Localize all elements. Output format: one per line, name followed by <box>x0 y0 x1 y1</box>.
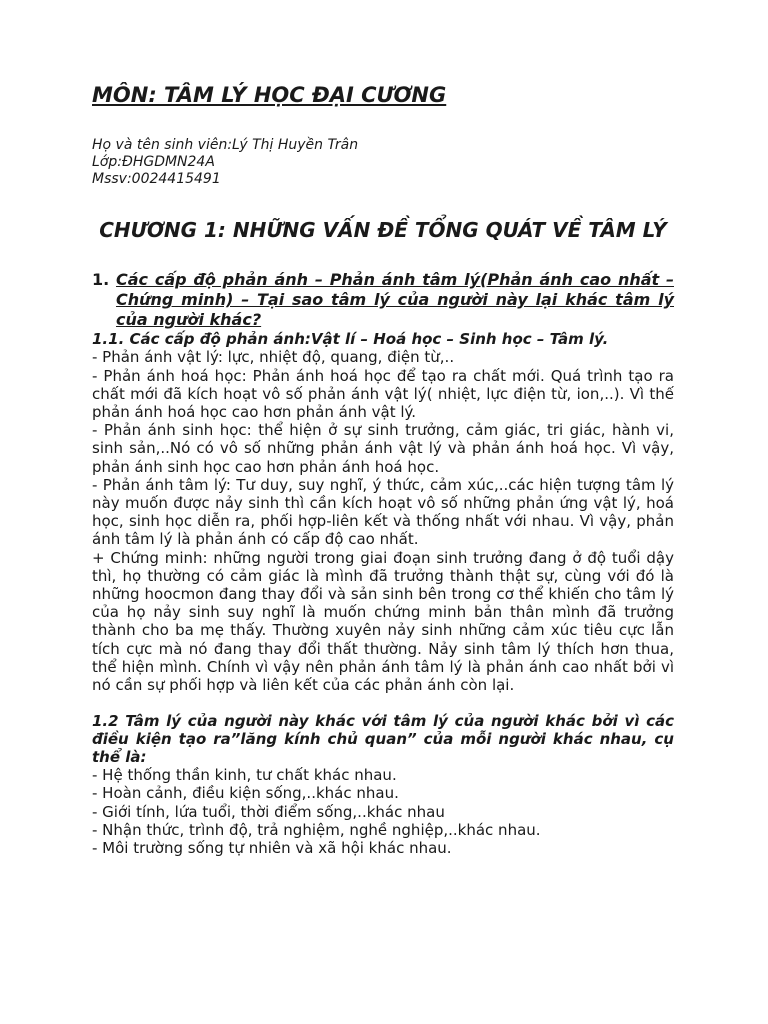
question-number: 1. <box>92 270 110 290</box>
list-item: - Hoàn cảnh, điều kiện sống,..khác nhau. <box>92 784 399 803</box>
chapter-heading: CHƯƠNG 1: NHỮNG VẤN ĐỀ TỔNG QUÁT VỀ TÂM LÝ <box>99 218 667 243</box>
paragraph-chemical: - Phản ánh hoá học: Phản ánh hoá học để tạo ra chất mới. Quá trình tạo ra chất mới đã kích hoạt vô số phản ánh vật lý( nhiệt, lực điện từ, ion,..). Vì thế phản ánh hoá học cao hơn phản ánh vật lý. <box>92 366 674 421</box>
list-item: - Môi trường sống tự nhiên và xã hội khác nhau. <box>92 838 452 857</box>
paragraph-proof: + Chứng minh: những người trong giai đoạn sinh trưởng đang ở độ tuổi dậy thì, họ thường có cảm giác là mình đã trưởng thành thật sự, cùng với đó là những hoocmon đang thay đổi và sản sinh bên trong cơ thể khiến cho tâm lý của họ nảy sinh suy nghĩ là muốn chứng minh bản thân mình đã trưởng thành cho ba mẹ thấy. Thường xuyên nảy sinh những cảm xúc tiêu cực lẫn tích cực mà nó đang thay đổi thất thường. Nảy sinh tâm lý thích hơn thua, thể hiện mình. Chính vì vậy nên phản ánh tâm lý là phản ánh cao nhất bởi vì nó cần sự phối hợp và liên kết của các phản ánh còn lại. <box>92 548 674 694</box>
section-2-heading: 1.2 Tâm lý của người này khác với tâm lý của người khác bởi vì các điều kiện tạo ra”lăng kính chủ quan” của mỗi người khác nhau, cụ thể là: <box>92 712 674 767</box>
student-name: Họ và tên sinh viên:Lý Thị Huyền Trân <box>92 137 359 154</box>
list-item: - Giới tính, lứa tuổi, thời điểm sống,..khác nhau <box>92 802 445 821</box>
document-page <box>92 82 674 857</box>
paragraph-physical: - Phản ánh vật lý: lực, nhiệt độ, quang, điện từ,.. <box>92 348 455 367</box>
section-spacer <box>92 694 674 712</box>
list-item: - Hệ thống thần kinh, tư chất khác nhau. <box>92 766 397 785</box>
student-id: Mssv:0024415491 <box>92 171 221 188</box>
student-info <box>92 137 674 188</box>
document-title: MÔN: TÂM LÝ HỌC ĐẠI CƯƠNG <box>92 83 447 107</box>
section-1-heading: 1.1. Các cấp độ phản ánh:Vật lí – Hoá học – Sinh học – Tâm lý. <box>92 330 609 349</box>
question-text: Các cấp độ phản ánh – Phản ánh tâm lý(Phản ánh cao nhất – Chứng minh) – Tại sao tâm lý của người này lại khác tâm lý của người khác? <box>116 270 674 330</box>
student-class: Lớp:ĐHGDMN24A <box>92 154 215 171</box>
paragraph-psychological: - Phản ánh tâm lý: Tư duy, suy nghĩ, ý thức, cảm xúc,..các hiện tượng tâm lý này muốn được nảy sinh thì cần kích hoạt vô số những phản ứng vật lý, hoá học, sinh học diễn ra, phối hợp-liên kết và thống nhất với nhau. Vì vậy, phản ánh tâm lý là phản ánh có cấp độ cao nhất. <box>92 475 674 549</box>
paragraph-biological: - Phản ánh sinh học: thể hiện ở sự sinh trưởng, cảm giác, tri giác, hành vi, sinh sản,..Nó có vô số những phản ánh vật lý và phản ánh hoá học. Vì vậy, phản ánh sinh học cao hơn phản ánh hoá học. <box>92 421 674 476</box>
question-heading <box>92 270 674 330</box>
list-item: - Nhận thức, trình độ, trả nghiệm, nghề nghiệp,..khác nhau. <box>92 820 541 839</box>
